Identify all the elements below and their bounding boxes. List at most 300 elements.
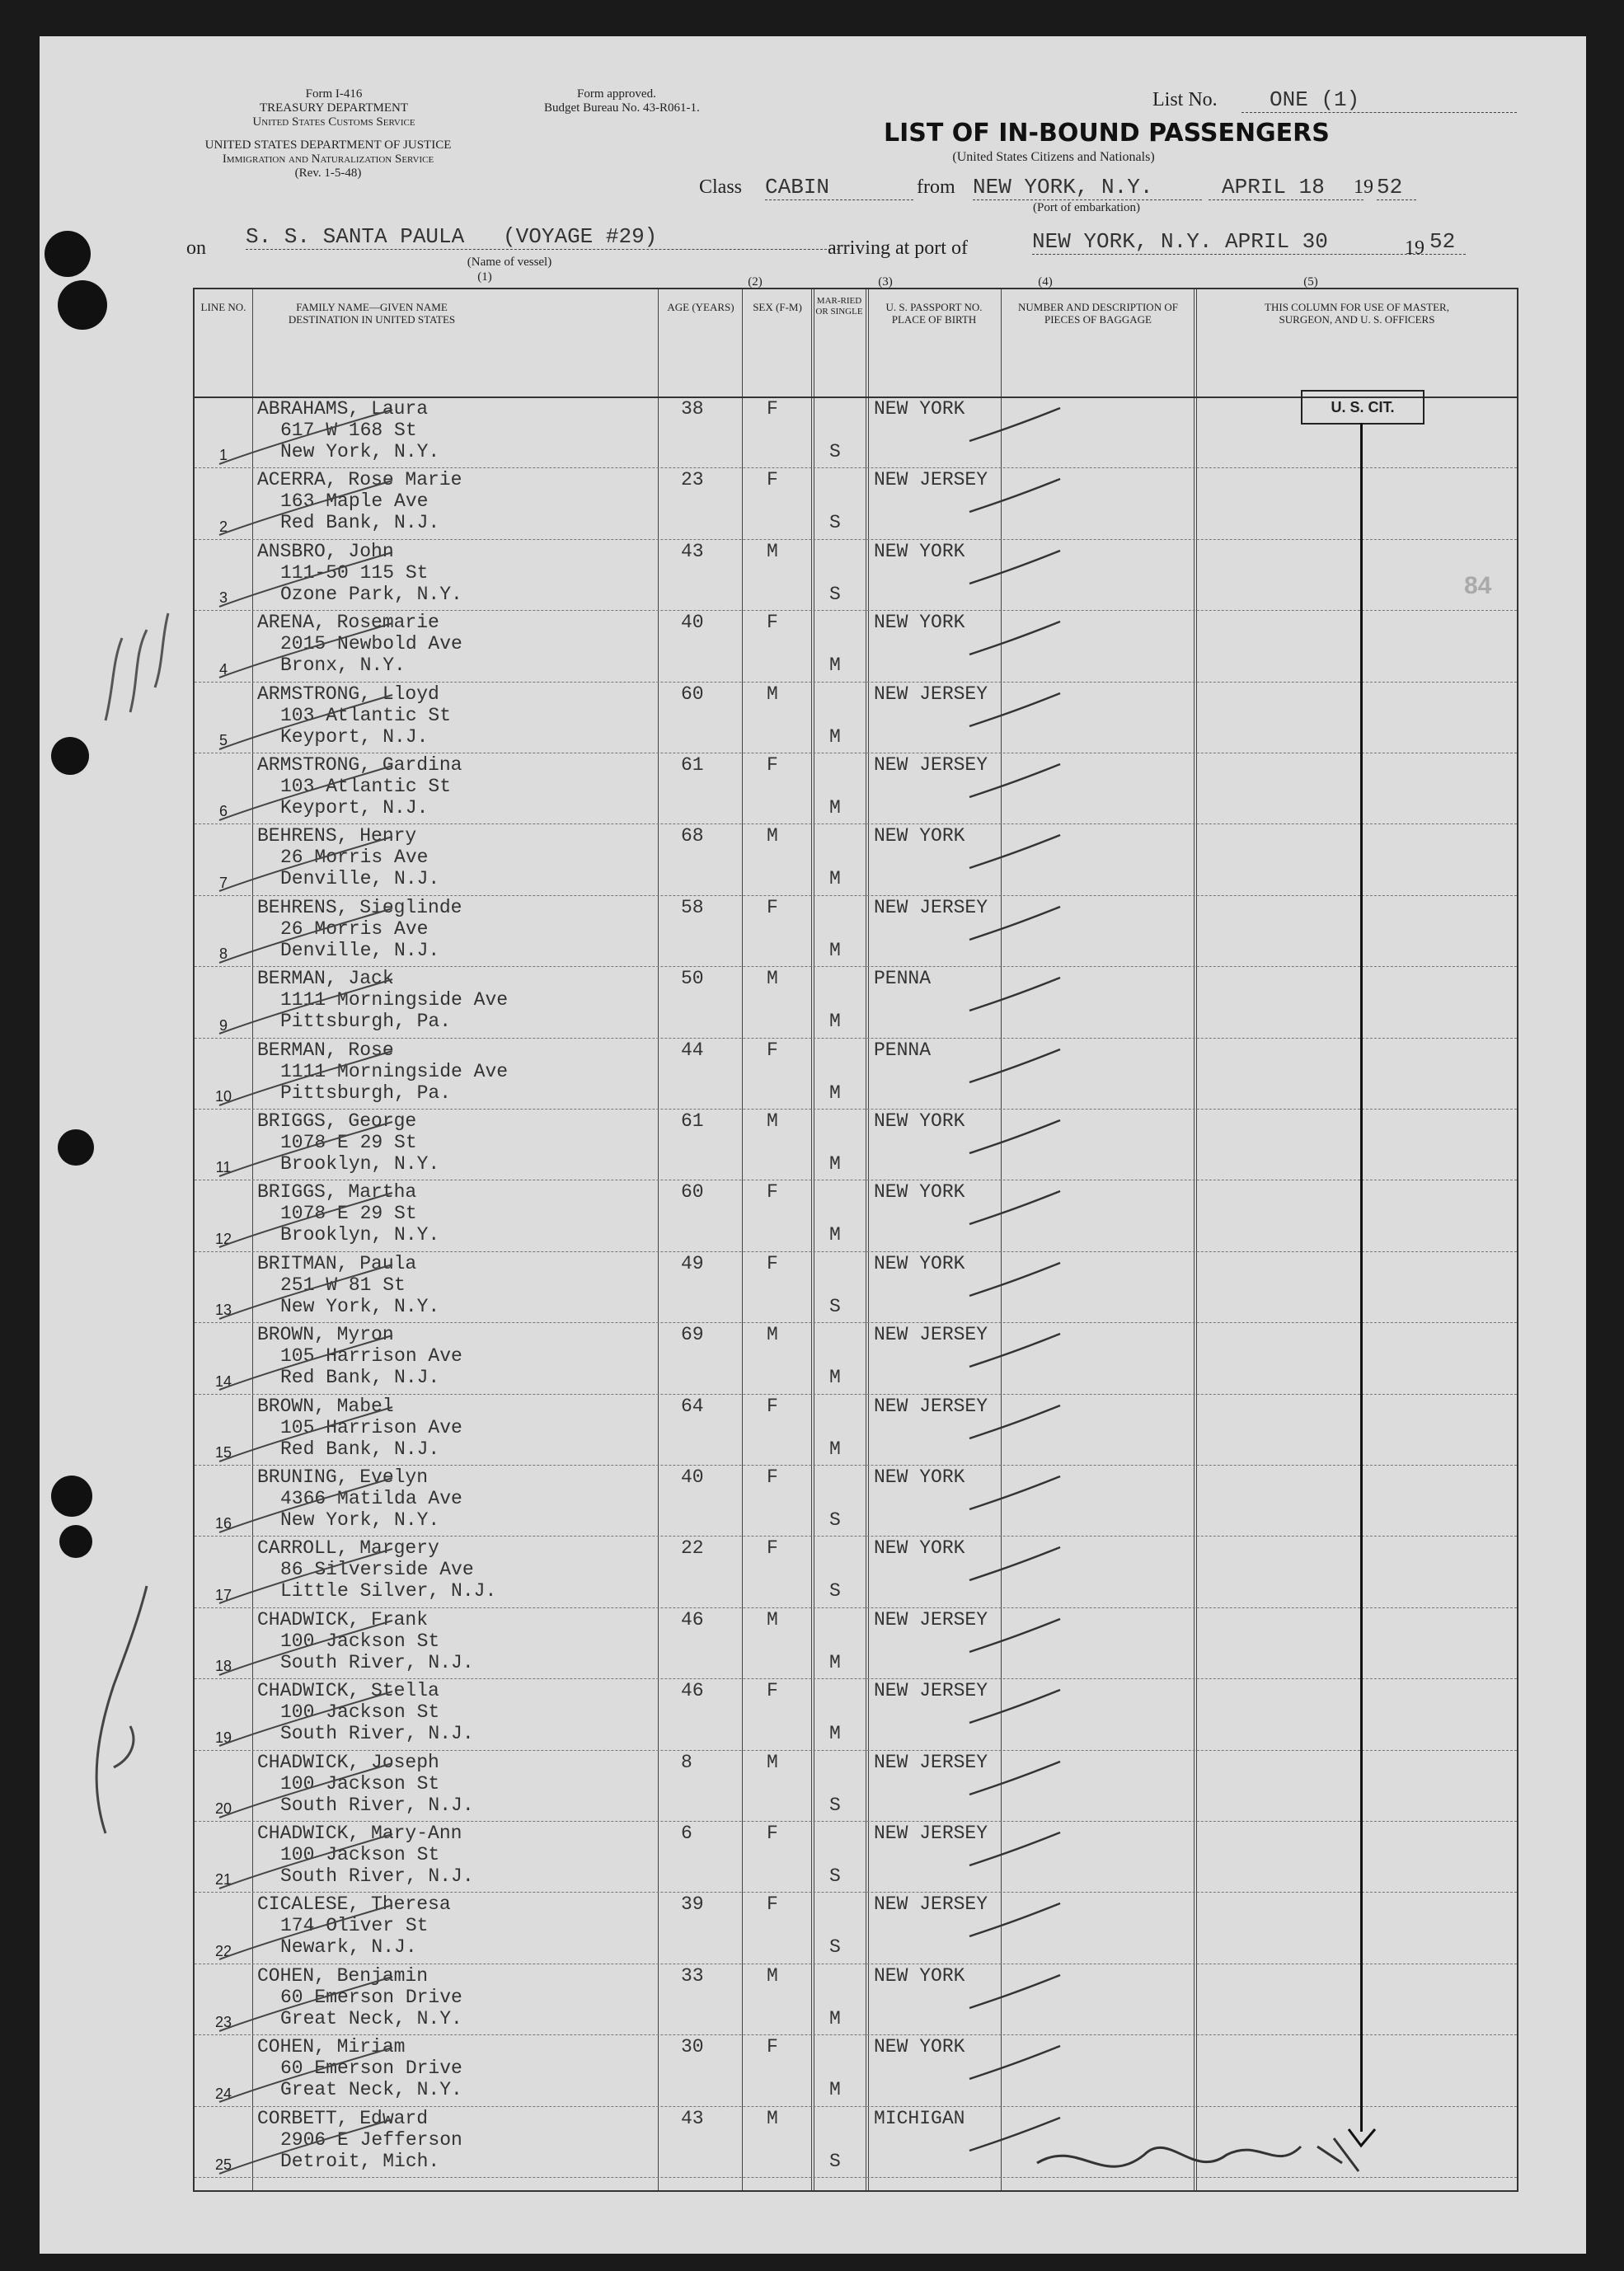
check-mark-icon xyxy=(961,1041,1068,1091)
tally-stroke-icon xyxy=(203,1972,401,2038)
table-header xyxy=(195,289,1517,398)
passenger-name: BRIGGS, Martha xyxy=(257,1181,417,1204)
tally-stroke-icon xyxy=(203,903,401,969)
form-number: Form I-416 xyxy=(305,87,363,101)
check-mark-icon xyxy=(961,471,1068,520)
marital-status: S xyxy=(829,583,841,605)
place-of-birth: NEW JERSEY xyxy=(874,469,988,491)
sex-value: F xyxy=(767,398,778,420)
table-row xyxy=(195,1536,1517,1607)
tally-stroke-icon xyxy=(203,1900,401,1966)
passenger-name: BROWN, Mabel xyxy=(257,1395,394,1417)
marital-status: M xyxy=(829,725,841,748)
check-mark-icon xyxy=(961,613,1068,663)
table-row xyxy=(195,1180,1517,1251)
address-street: 105 Harrison Ave xyxy=(280,1345,462,1368)
table-row xyxy=(195,467,1517,539)
place-of-birth: NEW YORK xyxy=(874,1964,965,1987)
handwritten-record-mark xyxy=(81,1570,163,1842)
place-of-birth: NEW JERSEY xyxy=(874,1823,988,1844)
list-number-label: List No. xyxy=(1152,89,1218,110)
address-street: 617 W 168 St xyxy=(280,420,417,441)
tally-stroke-icon xyxy=(203,1260,401,1326)
address-street: 2906 E Jefferson xyxy=(280,2128,462,2151)
passenger-name: ARENA, Rosemarie xyxy=(257,612,439,634)
address-street: 1078 E 29 St xyxy=(280,1132,417,1153)
marital-status: M xyxy=(829,1153,841,1175)
check-mark-icon xyxy=(961,1397,1068,1447)
address-street: 100 Jackson St xyxy=(280,1701,440,1724)
marital-status: S xyxy=(829,441,841,462)
check-mark-icon xyxy=(961,1539,1068,1588)
sex-value: F xyxy=(767,469,778,491)
address-city: South River, N.J. xyxy=(280,1651,474,1673)
address-city: South River, N.J. xyxy=(280,1723,474,1745)
line-number: 11 xyxy=(215,1159,232,1176)
address-street: 100 Jackson St xyxy=(280,1630,440,1652)
marital-status: M xyxy=(829,797,841,819)
address-city: Denville, N.J. xyxy=(280,939,440,961)
address-city: Pittsburgh, Pa. xyxy=(280,1082,452,1104)
address-street: 26 Morris Ave xyxy=(280,847,429,869)
age-value: 50 xyxy=(681,968,704,990)
handwritten-margin-note xyxy=(89,564,180,729)
tally-stroke-icon xyxy=(203,1687,401,1753)
address-street: 100 Jackson St xyxy=(280,1772,440,1795)
passenger-name: ANSBRO, John xyxy=(257,540,394,562)
tally-stroke-icon xyxy=(203,405,401,471)
place-of-birth: NEW YORK xyxy=(874,2036,965,2058)
from-label: from xyxy=(917,176,955,198)
address-city: Bronx, N.Y. xyxy=(280,655,406,677)
address-street: 103 Atlantic St xyxy=(280,776,452,797)
check-mark-icon xyxy=(961,2038,1068,2087)
col-marker-2: (2) xyxy=(748,275,763,289)
passenger-name: BRUNING, Evelyn xyxy=(257,1466,429,1488)
treasury-dept: TREASURY DEPARTMENT xyxy=(259,101,409,115)
document-page xyxy=(40,36,1586,2254)
place-of-birth: NEW JERSEY xyxy=(874,754,988,776)
check-mark-icon xyxy=(961,542,1068,592)
marital-status: M xyxy=(829,1082,841,1104)
age-value: 22 xyxy=(681,1537,704,1560)
line-number: 16 xyxy=(214,1515,232,1532)
place-of-birth: NEW JERSEY xyxy=(874,1680,988,1702)
embarkation-date: APRIL 18 xyxy=(1209,175,1364,200)
age-value: 40 xyxy=(681,1466,704,1488)
form-identity xyxy=(231,87,437,129)
passenger-table xyxy=(193,288,1518,2192)
class-value: CABIN xyxy=(765,175,913,200)
document-subtitle: (United States Citizens and Nationals) xyxy=(952,150,1155,164)
address-street: 1111 Morningside Ave xyxy=(280,1060,509,1082)
tally-stroke-icon xyxy=(203,1616,401,1682)
line-number: 4 xyxy=(218,660,228,678)
age-value: 69 xyxy=(681,1324,704,1346)
sex-value: M xyxy=(767,1324,778,1346)
sex-value: F xyxy=(767,1252,778,1274)
age-value: 33 xyxy=(681,1964,704,1987)
port-embark-note: (Port of embarkation) xyxy=(1033,201,1140,214)
sex-value: F xyxy=(767,1893,778,1916)
place-of-birth: NEW YORK xyxy=(874,1110,965,1132)
line-number: 8 xyxy=(218,945,228,963)
arrival-year: 52 xyxy=(1429,229,1466,255)
binder-hole xyxy=(58,1129,94,1166)
form-approved: Form approved. xyxy=(577,87,656,101)
marital-status: M xyxy=(829,1224,841,1246)
col-header-passport: U. S. PASSPORT NO. PLACE OF BIRTH xyxy=(885,301,983,326)
marital-status: M xyxy=(829,1011,841,1033)
sex-value: M xyxy=(767,825,778,847)
sex-value: M xyxy=(767,1110,778,1132)
sex-value: F xyxy=(767,1537,778,1560)
address-city: Red Bank, N.J. xyxy=(280,1367,440,1389)
address-city: New York, N.Y. xyxy=(280,1509,440,1531)
table-row xyxy=(195,1607,1517,1679)
check-mark-icon xyxy=(961,1824,1068,1874)
col-header-name: FAMILY NAME—GIVEN NAME DESTINATION IN UNITED STATES xyxy=(288,301,456,326)
sex-value: M xyxy=(767,1964,778,1987)
check-mark-icon xyxy=(961,1967,1068,2016)
check-mark-icon xyxy=(961,1255,1068,1304)
address-street: 26 Morris Ave xyxy=(280,917,429,940)
embarkation-year: 52 xyxy=(1377,175,1416,200)
check-mark-icon xyxy=(961,1682,1068,1731)
place-of-birth: NEW JERSEY xyxy=(874,1395,988,1417)
passenger-name: COHEN, Miriam xyxy=(257,2036,406,2058)
address-street: 1111 Morningside Ave xyxy=(280,989,509,1011)
document-title: LIST OF IN-BOUND PASSENGERS xyxy=(884,119,1330,148)
age-value: 61 xyxy=(681,754,704,776)
place-of-birth: NEW JERSEY xyxy=(874,1324,988,1346)
tally-stroke-icon xyxy=(203,761,401,827)
passenger-name: ABRAHAMS, Laura xyxy=(257,398,429,420)
sex-value: F xyxy=(767,754,778,776)
sex-value: F xyxy=(767,2036,778,2058)
tally-stroke-icon xyxy=(203,2114,401,2180)
passenger-name: CICALESE, Theresa xyxy=(257,1893,451,1916)
line-number: 21 xyxy=(214,1871,232,1889)
age-value: 44 xyxy=(681,1039,704,1061)
line-number: 14 xyxy=(214,1372,232,1390)
address-street: 111-50 115 St xyxy=(280,561,429,584)
line-number: 20 xyxy=(214,1799,232,1817)
tally-stroke-icon xyxy=(203,1473,401,1539)
marital-status: S xyxy=(829,2150,841,2172)
passenger-name: BRITMAN, Paula xyxy=(257,1252,417,1274)
address-city: New York, N.Y. xyxy=(280,441,440,462)
binder-hole xyxy=(58,280,107,330)
address-street: 100 Jackson St xyxy=(280,1844,440,1865)
justice-dept: UNITED STATES DEPARTMENT OF JUSTICE xyxy=(204,138,452,152)
marital-status: S xyxy=(829,1936,841,1959)
line-number: 13 xyxy=(214,1302,232,1319)
age-value: 46 xyxy=(681,1680,704,1702)
margin-page-number: 84 xyxy=(1464,572,1492,599)
check-mark-icon xyxy=(961,1468,1068,1518)
place-of-birth: NEW YORK xyxy=(874,825,965,847)
justice-block xyxy=(171,138,485,181)
marital-status: S xyxy=(829,512,841,534)
tally-stroke-icon xyxy=(203,690,401,756)
check-mark-icon xyxy=(961,400,1068,449)
sex-value: M xyxy=(767,2107,778,2129)
marital-status: M xyxy=(829,2079,841,2101)
place-of-birth: NEW JERSEY xyxy=(874,896,988,918)
table-row xyxy=(195,1964,1517,2035)
table-row xyxy=(195,1394,1517,1466)
passenger-name: CHADWICK, Joseph xyxy=(257,1751,439,1773)
check-mark-icon xyxy=(961,1183,1068,1232)
address-city: Great Neck, N.Y. xyxy=(280,2007,462,2029)
place-of-birth: NEW JERSEY xyxy=(874,683,988,705)
tally-stroke-icon xyxy=(203,476,401,542)
place-of-birth: NEW YORK xyxy=(874,612,965,634)
tally-stroke-icon xyxy=(203,547,401,613)
arriving-label: arriving at port of xyxy=(828,237,968,259)
address-city: Newark, N.J. xyxy=(280,1936,417,1959)
sex-value: M xyxy=(767,540,778,562)
address-city: Red Bank, N.J. xyxy=(280,512,440,534)
address-city: South River, N.J. xyxy=(280,1865,474,1887)
line-number: 22 xyxy=(214,1942,232,1959)
address-city: Brooklyn, N.Y. xyxy=(280,1153,440,1175)
sex-value: F xyxy=(767,1466,778,1488)
tally-stroke-icon xyxy=(203,1402,401,1468)
address-street: 60 Emerson Drive xyxy=(280,1986,462,2008)
passenger-name: BERMAN, Jack xyxy=(257,968,394,990)
revision: (Rev. 1-5-48) xyxy=(294,167,362,180)
marital-status: S xyxy=(829,1794,841,1816)
col-header-line: LINE NO. xyxy=(200,301,246,313)
age-value: 39 xyxy=(681,1893,704,1916)
check-mark-icon xyxy=(961,969,1068,1019)
passenger-name: CHADWICK, Mary-Ann xyxy=(257,1823,462,1844)
sex-value: M xyxy=(767,1751,778,1773)
address-city: Detroit, Mich. xyxy=(280,2150,440,2172)
sex-value: F xyxy=(767,1181,778,1204)
year-prefix-2: 19 xyxy=(1405,237,1425,259)
us-citizen-stamp: U. S. CIT. xyxy=(1301,390,1425,425)
table-row xyxy=(195,1465,1517,1537)
arrival-port-date: NEW YORK, N.Y. APRIL 30 xyxy=(1032,229,1428,255)
place-of-birth: MICHIGAN xyxy=(874,2107,965,2129)
passenger-name: COHEN, Benjamin xyxy=(257,1964,429,1987)
age-value: 6 xyxy=(681,1823,692,1844)
check-mark-icon xyxy=(961,899,1068,948)
vessel-name: S. S. SANTA PAULA (VOYAGE #29) xyxy=(246,224,839,250)
sex-value: F xyxy=(767,612,778,634)
place-of-birth: PENNA xyxy=(874,1039,932,1061)
place-of-birth: PENNA xyxy=(874,968,932,990)
place-of-birth: NEW JERSEY xyxy=(874,1751,988,1773)
line-number: 1 xyxy=(218,447,228,464)
table-row xyxy=(195,682,1517,753)
tally-stroke-icon xyxy=(203,1330,401,1396)
passenger-name: ACERRA, Rose Marie xyxy=(257,469,462,491)
sex-value: M xyxy=(767,1608,778,1631)
tally-stroke-icon xyxy=(203,832,401,898)
passenger-name: BROWN, Myron xyxy=(257,1324,394,1346)
age-value: 64 xyxy=(681,1395,704,1417)
col-marker-3: (3) xyxy=(878,275,893,289)
sex-value: M xyxy=(767,683,778,705)
tally-stroke-icon xyxy=(203,2043,401,2109)
table-row xyxy=(195,1251,1517,1323)
place-of-birth: NEW YORK xyxy=(874,1252,965,1274)
tally-stroke-icon xyxy=(203,1544,401,1610)
address-city: Ozone Park, N.Y. xyxy=(280,583,462,605)
address-street: 86 Silverside Ave xyxy=(280,1559,474,1581)
place-of-birth: NEW YORK xyxy=(874,1537,965,1560)
age-value: 61 xyxy=(681,1110,704,1132)
age-value: 68 xyxy=(681,825,704,847)
address-city: Denville, N.J. xyxy=(280,868,440,890)
sex-value: F xyxy=(767,1039,778,1061)
line-number: 10 xyxy=(214,1087,232,1105)
binder-hole xyxy=(51,1476,92,1517)
tally-stroke-icon xyxy=(203,1829,401,1895)
address-city: Keyport, N.J. xyxy=(280,725,429,748)
col-marker-5: (5) xyxy=(1303,275,1318,289)
passenger-name: CARROLL, Margery xyxy=(257,1537,439,1560)
marital-status: S xyxy=(829,1580,841,1602)
table-row xyxy=(195,1892,1517,1964)
check-mark-icon xyxy=(961,685,1068,734)
passenger-name: BERMAN, Rose xyxy=(257,1039,394,1061)
age-value: 43 xyxy=(681,2107,704,2129)
age-value: 43 xyxy=(681,540,704,562)
address-street: 2015 Newbold Ave xyxy=(280,633,462,655)
table-row xyxy=(195,1750,1517,1822)
line-number: 24 xyxy=(214,2085,232,2102)
tally-stroke-icon xyxy=(203,1188,401,1254)
table-row xyxy=(195,1038,1517,1110)
line-number: 5 xyxy=(218,731,228,748)
address-city: Little Silver, N.J. xyxy=(280,1580,497,1602)
col-header-sex: SEX (F-M) xyxy=(753,301,802,313)
check-mark-icon xyxy=(961,1326,1068,1375)
address-city: South River, N.J. xyxy=(280,1794,474,1816)
address-city: Keyport, N.J. xyxy=(280,797,429,819)
line-number: 2 xyxy=(218,518,228,535)
place-of-birth: NEW YORK xyxy=(874,1181,965,1204)
age-value: 40 xyxy=(681,612,704,634)
line-number: 19 xyxy=(214,1729,232,1746)
line-number: 15 xyxy=(214,1443,232,1461)
sex-value: F xyxy=(767,1823,778,1844)
address-city: Great Neck, N.Y. xyxy=(280,2079,462,2101)
place-of-birth: NEW YORK xyxy=(874,540,965,562)
marital-status: S xyxy=(829,1865,841,1887)
col-marker-1: (1) xyxy=(477,270,492,284)
binder-hole xyxy=(45,231,91,277)
tally-stroke-icon xyxy=(203,618,401,684)
marital-status: M xyxy=(829,1367,841,1389)
tally-stroke-icon xyxy=(203,1758,401,1824)
passenger-name: CHADWICK, Stella xyxy=(257,1680,439,1702)
line-number: 9 xyxy=(218,1016,228,1034)
passenger-name: BEHRENS, Henry xyxy=(257,825,417,847)
marital-status: M xyxy=(829,868,841,890)
marital-status: M xyxy=(829,939,841,961)
address-city: New York, N.Y. xyxy=(280,1295,440,1317)
marital-status: M xyxy=(829,1438,841,1460)
budget-bureau: Budget Bureau No. 43-R061-1. xyxy=(544,101,700,115)
col-header-age: AGE (YEARS) xyxy=(667,301,735,313)
sex-value: F xyxy=(767,896,778,918)
age-value: 30 xyxy=(681,2036,704,2058)
on-label: on xyxy=(186,237,206,259)
table-row xyxy=(195,610,1517,682)
line-number: 6 xyxy=(218,803,228,820)
address-street: 163 Maple Ave xyxy=(280,490,429,513)
line-number: 17 xyxy=(214,1586,232,1603)
address-street: 174 Oliver St xyxy=(280,1915,429,1937)
col-marker-4: (4) xyxy=(1038,275,1053,289)
customs-service: United States Customs Service xyxy=(252,115,415,129)
tally-stroke-icon xyxy=(203,974,401,1040)
address-city: Brooklyn, N.Y. xyxy=(280,1224,440,1246)
vertical-marker-line xyxy=(1360,423,1363,2132)
tally-stroke-icon xyxy=(203,1046,401,1112)
line-number: 25 xyxy=(214,2156,232,2173)
form-approval xyxy=(544,87,742,115)
port-of-embarkation: NEW YORK, N.Y. xyxy=(973,175,1202,200)
marital-status: M xyxy=(829,655,841,677)
age-value: 58 xyxy=(681,896,704,918)
line-number: 7 xyxy=(218,874,228,891)
place-of-birth: NEW JERSEY xyxy=(874,1608,988,1631)
table-row xyxy=(195,1821,1517,1893)
address-street: 60 Emerson Drive xyxy=(280,2058,462,2080)
table-row xyxy=(195,753,1517,824)
marital-status: S xyxy=(829,1295,841,1317)
age-value: 8 xyxy=(681,1751,692,1773)
check-mark-icon xyxy=(961,1753,1068,1803)
table-row xyxy=(195,1678,1517,1750)
col-header-married: MAR-RIED OR SINGLE xyxy=(815,296,863,317)
check-mark-icon xyxy=(961,1611,1068,1660)
age-value: 60 xyxy=(681,1181,704,1204)
age-value: 49 xyxy=(681,1252,704,1274)
check-mark-icon xyxy=(961,1112,1068,1161)
line-number: 18 xyxy=(214,1658,232,1675)
marital-status: M xyxy=(829,1651,841,1673)
address-street: 4366 Matilda Ave xyxy=(280,1488,462,1509)
age-value: 60 xyxy=(681,683,704,705)
marital-status: M xyxy=(829,2007,841,2029)
ins-service: Immigration and Naturalization Service xyxy=(222,152,434,166)
binder-hole xyxy=(59,1525,92,1558)
place-of-birth: NEW JERSEY xyxy=(874,1893,988,1916)
check-mark-icon xyxy=(961,827,1068,876)
passenger-name: BRIGGS, George xyxy=(257,1110,417,1132)
marital-status: S xyxy=(829,1509,841,1531)
col-header-officers: THIS COLUMN FOR USE OF MASTER, SURGEON, AND U. S. OFFICERS xyxy=(1265,301,1449,326)
address-street: 251 W 81 St xyxy=(280,1274,406,1296)
col-header-baggage: NUMBER AND DESCRIPTION OF PIECES OF BAGGAGE xyxy=(1018,301,1178,326)
passenger-name: BEHRENS, Sieglinde xyxy=(257,896,462,918)
table-row xyxy=(195,966,1517,1038)
sex-value: M xyxy=(767,968,778,990)
address-street: 1078 E 29 St xyxy=(280,1203,417,1225)
table-row xyxy=(195,1109,1517,1180)
vessel-note: (Name of vessel) xyxy=(467,256,552,269)
age-value: 38 xyxy=(681,398,704,420)
line-number: 12 xyxy=(214,1230,232,1247)
